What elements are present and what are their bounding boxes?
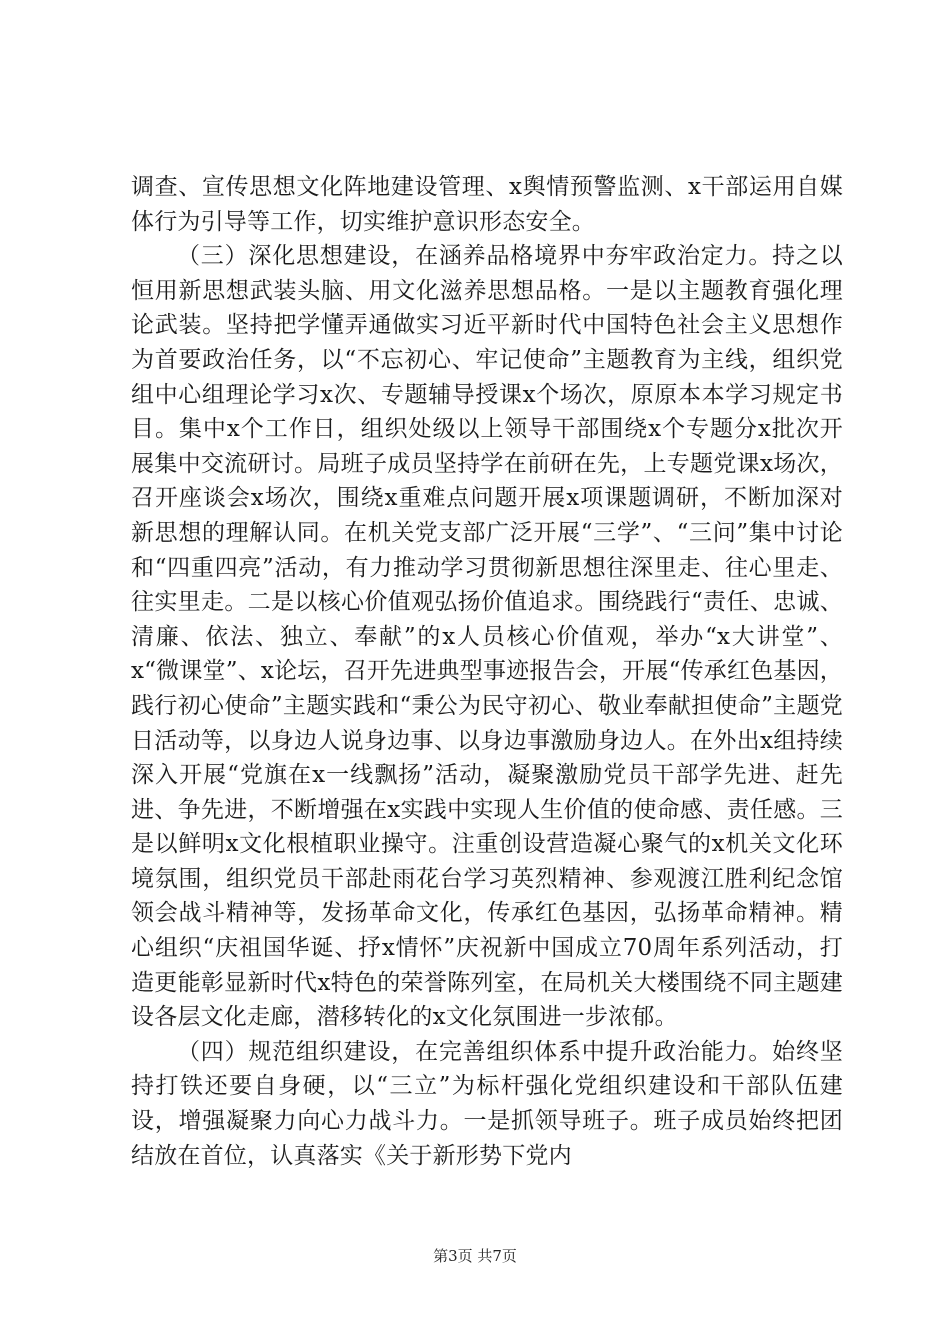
page-footer: 第3页 共7页 [433,1247,517,1265]
paragraph-2: （三）深化思想建设，在涵养品格境界中夯牢政治定力。持之以恒用新思想武装头脑、用文化滋养思想品格。一是以主题教育强化理论武装。坚持把学懂弄通做实习近平新时代中国特色社会主义思想作为首要政治任务，以“不忘初心、牢记使命”主题教育为主线，组织党组中心组理论学习x次、专题辅导授课x个场次，原原本本学习规定书目。集中x个工作日，组织处级以上领导干部围绕x个专题分x批次开展集中交流研讨。局班子成员坚持学在前研在先，上专题党课x场次，召开座谈会x场次，围绕x重难点问题开展x项课题调研，不断加深对新思想的理解认同。在机关党支部广泛开展“三学”、“三问”集中讨论和“四重四亮”活动，有力推动学习贯彻新思想往深里走、往心里走、往实里走。二是以核心价值观弘扬价值追求。围绕践行“责任、忠诚、清廉、依法、独立、奉献”的x人员核心价值观，举办“x大讲堂”、x“微课堂”、x论坛，召开先进典型事迹报告会，开展“传承红色基因，践行初心使命”主题实践和“秉公为民守初心、敬业奉献担使命”主题党日活动等，以身边人说身边事、以身边事激励身边人。在外出x组持续深入开展“党旗在x一线飘扬”活动，凝聚激励党员干部学先进、赶先进、争先进，不断增强在x实践中实现人生价值的使命感、责任感。三是以鲜明x文化根植职业操守。注重创设营造凝心聚气的x机关文化环境氛围，组织党员干部赴雨花台学习英烈精神、参观渡江胜利纪念馆领会战斗精神等，发扬革命文化，传承红色基因，弘扬革命精神。精心组织“庆祖国华诞、抒x情怀”庆祝新中国成立70周年系列活动，打造更能彰显新时代x特色的荣誉陈列室，在局机关大楼围绕不同主题建设各层文化走廊，潜移转化的x文化氛围进一步浓郁。 [131,243,843,1031]
paragraph-1: 调查、宣传思想文化阵地建设管理、x舆情预警监测、x干部运用自媒体行为引导等工作，切实维护意识形态安全。 [131,174,843,235]
paragraph-3: （四）规范组织建设，在完善组织体系中提升政治能力。始终坚持打铁还要自身硬，以“三立”为标杆强化党组织建设和干部队伍建设，增强凝聚力向心力战斗力。一是抓领导班子。班子成员始终把团结放在首位，认真落实《关于新形势下党内 [131,1038,843,1169]
document-body [131,170,843,1173]
